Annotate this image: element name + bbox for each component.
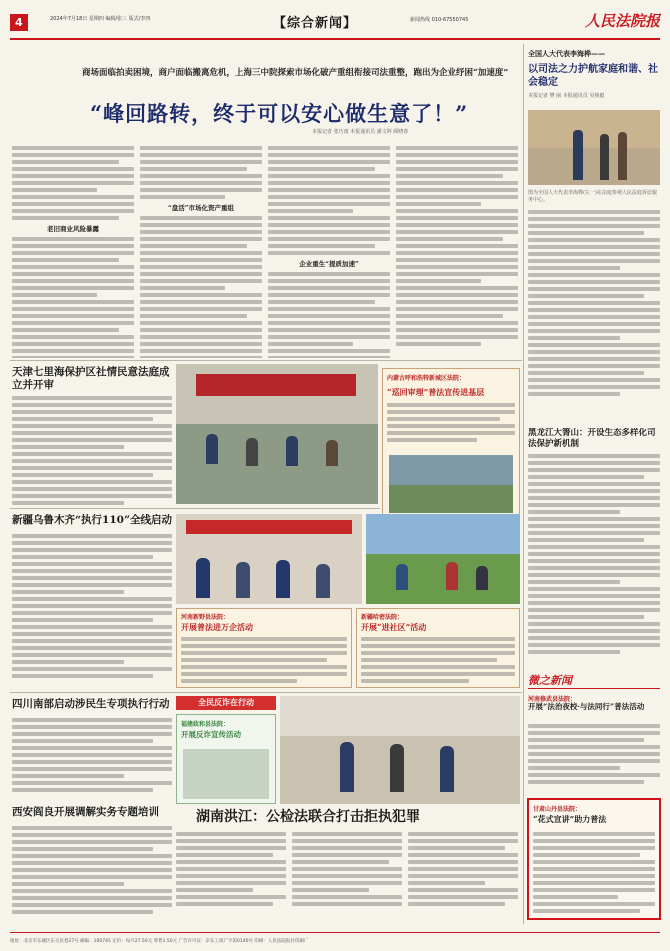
lead-subhead-1: 老旧商业风险暴露 (47, 225, 99, 233)
right-feature-body (528, 210, 660, 399)
section-title: 【综合新闻】 (273, 16, 358, 31)
students-photo (176, 514, 362, 604)
box-body (181, 637, 347, 686)
article-body-1 (176, 832, 286, 909)
row-divider (10, 508, 380, 509)
box-title: 开展普法进万企活动 (181, 622, 253, 632)
page-number: 4 (10, 14, 28, 31)
header-rule (10, 38, 660, 40)
right-feature (528, 48, 660, 418)
article-hunan (176, 808, 520, 924)
article-body-3 (408, 832, 518, 909)
mini-news-label: 河南修武县法院： (528, 696, 577, 703)
article-title: 天津七里海保护区社情民意法庭成立并开审 (12, 366, 170, 391)
lead-col-2 (140, 146, 262, 358)
right-feature-caption: 图为全国人大代表李海桦(左一)在法庭参观人民法庭诉讼服务中心。 (528, 190, 657, 203)
box-body (361, 637, 515, 686)
article-tianjin (12, 366, 172, 506)
right-feature-headline: 以司法之力护航家庭和谐、社会稳定 (528, 64, 658, 88)
article-title: 黑龙江大箐山：开设生态多样化司法保护新机制 (528, 428, 656, 449)
anti-fraud-banner: 全民反诈在行动 (176, 696, 276, 710)
box-gansu-highlight (527, 798, 661, 920)
lead-divider (10, 360, 522, 361)
lead-subhead-3: 企业重生“提质加速” (299, 260, 359, 268)
box-body (387, 403, 515, 445)
box-body (533, 832, 655, 916)
column-divider (523, 44, 524, 924)
hearing-photo (176, 364, 378, 504)
box-photo (183, 749, 269, 799)
article-body (12, 826, 172, 917)
box-label: 甘肃山丹县法院： (533, 806, 582, 813)
lead-kicker: 商场面临拍卖困境，商户面临搬离危机，上海三中院探索市场化破产重组衔接司法重整，跑出为企业纾困“加速度” (82, 68, 509, 78)
lead-subhead-2: “盘活”市场化资产重组 (168, 204, 234, 212)
article-body-2 (292, 832, 402, 909)
box-xinjiang (356, 608, 520, 688)
article-sichuan (12, 698, 172, 798)
lead-headline: “峰回路转，终于可以安心做生意了！” (90, 101, 469, 126)
article-body (12, 534, 172, 681)
box-label: 河南新野县法院： (181, 614, 230, 621)
mini-news (528, 672, 660, 792)
article-title: 湖南洪江：公检法联合打击拒执犯罪 (196, 809, 420, 825)
grassland-photo (366, 514, 520, 604)
mini-news-body (528, 724, 660, 787)
right-feature-photo (528, 110, 660, 185)
box-photo (389, 455, 513, 513)
lead-col-3 (268, 146, 390, 358)
header-meta-left: 2024年7月18日 星期四 编辑/张三 版式/李四 (50, 16, 151, 22)
box-label: 福建政和县法院： (181, 721, 230, 728)
box-title: “巡回审理”普法宣传进基层 (387, 387, 485, 397)
box-inner-mongolia (382, 368, 520, 520)
lead-byline: 本报记者 张巧雨 本报通讯员 潘文婷 顾晓春 (312, 129, 409, 135)
right-feature-kicker: 全国人大代表李海桦—— (528, 49, 605, 58)
page-header (10, 8, 660, 36)
lead-col-4 (396, 146, 518, 349)
article-body (12, 718, 172, 795)
row-divider-2 (10, 692, 522, 693)
page-footer: 地址：北京市东城区东交民巷27号 邮编：100745 定价：每月27.50元 零售1.50元 广告许可证：京东工商广字第0140号 印刷：人民法院报社印刷厂 (10, 939, 309, 944)
box-title: “花式宣讲”助力普法 (533, 814, 607, 824)
box-label: 新疆哈密法院： (361, 614, 404, 621)
article-title: 西安阎良开展调解实务专题培训 (12, 806, 159, 818)
box-title: 开展反诈宣传活动 (181, 730, 241, 739)
box-label: 内蒙古呼和浩特新城区法院： (387, 375, 466, 382)
article-heilongjiang (528, 428, 660, 668)
lead-col-1 (12, 146, 134, 358)
newspaper-logo: 人民法院报 (584, 12, 660, 30)
section-label: 综合新闻 (287, 16, 344, 31)
lead-story (12, 48, 520, 358)
article-title: 新疆乌鲁木齐“执行110”全线启动 (12, 514, 172, 526)
header-meta-right: 新闻热线 010-67550745 (410, 17, 469, 23)
article-body (528, 454, 660, 657)
box-title: 开展“进社区”活动 (361, 622, 427, 632)
article-xinjiang (12, 514, 172, 689)
mini-news-title: 开展“法治夜校·与法同行”普法活动 (528, 702, 645, 711)
footer-rule (10, 932, 660, 933)
article-body (12, 396, 172, 506)
box-henan (176, 608, 352, 688)
article-xian (12, 806, 172, 924)
article-title: 四川南部启动涉民生专项执行行动 (12, 698, 170, 710)
box-fujian (176, 714, 276, 804)
market-photo (280, 696, 520, 804)
mini-news-logo: 微之新闻 (528, 674, 572, 687)
right-feature-byline: 本报记者 樊 丽 本报通讯员 吴杨毅 (528, 93, 605, 99)
